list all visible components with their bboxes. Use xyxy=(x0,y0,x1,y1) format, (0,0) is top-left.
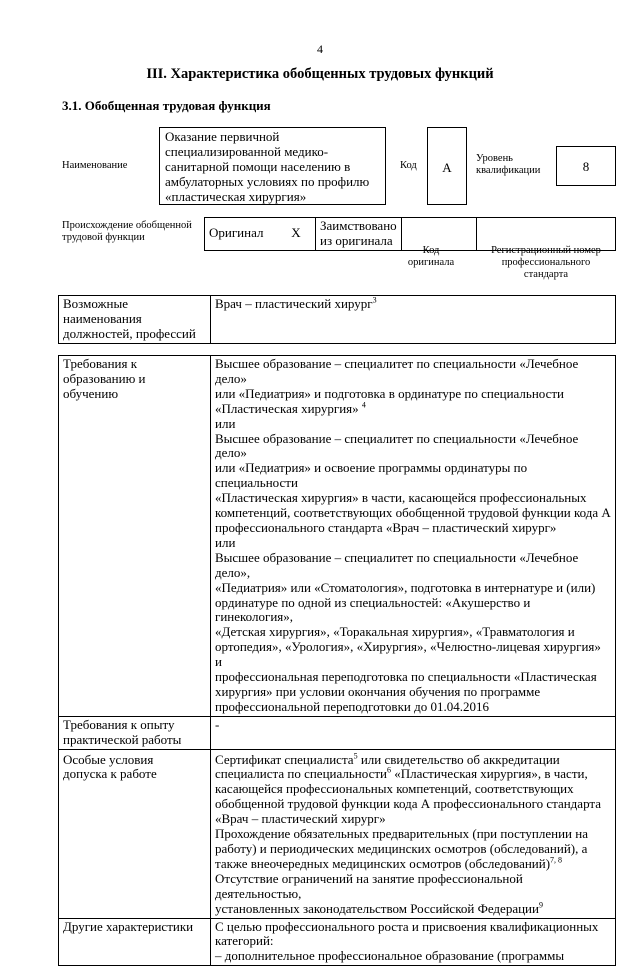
text-line-content: или «Педиатрия» и освоение программы ординатуры по специальности xyxy=(215,460,528,491)
text-line-content: «Педиатрия» или «Стоматология», подготовка в интернатуре и (или) xyxy=(215,579,596,595)
text-line-content: категорий: xyxy=(215,933,274,949)
text-line xyxy=(215,417,611,432)
registration-caption xyxy=(476,245,616,281)
text-line-content: или «Педиатрия» и подготовка в ординатуре по специальности xyxy=(215,385,565,401)
function-name-box xyxy=(159,127,386,205)
footnote-ref: 4 xyxy=(361,400,366,410)
education-label xyxy=(59,356,211,717)
text-line-content: ортопедия», «Урология», «Хирургия», «Челюстно-лицевая хирургия» и xyxy=(215,639,601,670)
text-line-content: касающейся профессиональных компетенций, соответствующих xyxy=(215,781,574,797)
function-name-line: амбулаторных условиях по профилю xyxy=(165,174,370,189)
code-caption xyxy=(398,245,464,269)
positions-value-text: Врач – пластический хирург xyxy=(215,296,373,311)
level-label-line: квалификации xyxy=(476,165,541,176)
experience-label-line: практической работы xyxy=(63,731,182,747)
special-conditions-label xyxy=(59,749,211,918)
original-label: Оригинал xyxy=(205,218,278,251)
special-conditions-label-line: допуска к работе xyxy=(63,766,157,782)
text-line xyxy=(215,812,611,827)
text-line xyxy=(215,402,611,417)
text-line-content: профессиональной переподготовки до 01.04.2016 xyxy=(215,698,489,714)
text-line-content: Высшее образование – специалитет по специальности «Лечебное дело» xyxy=(215,356,579,386)
text-line-content: «Врач – пластический хирург» xyxy=(215,811,386,827)
text-line xyxy=(215,506,611,521)
origin-label-line: трудовой функции xyxy=(62,232,145,243)
name-label: Наименование xyxy=(62,160,128,171)
text-line xyxy=(215,827,611,842)
text-line xyxy=(215,934,611,949)
code-caption-line: Код xyxy=(422,245,440,256)
education-label-line: образованию и xyxy=(63,370,146,386)
text-line xyxy=(215,857,611,872)
borrowed-label-line: из оригинала xyxy=(320,232,393,248)
education-label-line: Требования к xyxy=(63,356,138,371)
text-line xyxy=(215,432,611,462)
experience-value: - xyxy=(211,716,616,749)
text-line-content: профессионального стандарта «Врач – пластический хирург» xyxy=(215,519,557,535)
positions-label xyxy=(59,296,211,344)
text-line-content: «Пластическая хирургия» в части, касающейся профессиональных xyxy=(215,490,587,506)
text-line xyxy=(215,670,611,685)
footnote-ref: 9 xyxy=(538,900,543,910)
text-line-content: установленных законодательством Российской Федерации xyxy=(215,900,539,916)
text-line-content: работу) и периодических медицинских осмотров (обследований), а xyxy=(215,841,588,856)
text-line-content: или xyxy=(215,534,236,550)
special-conditions-label-line: Особые условия xyxy=(63,751,154,767)
footnote-ref: 3 xyxy=(372,295,377,305)
borrowed-label xyxy=(316,218,402,251)
level-label-line: Уровень xyxy=(476,153,513,164)
text-line-content: Отсутствие ограничений на занятие профессиональной деятельностью, xyxy=(215,870,523,901)
footnote-ref: 6 xyxy=(386,766,391,776)
experience-label xyxy=(59,716,211,749)
positions-table xyxy=(58,295,616,344)
text-line xyxy=(215,685,611,700)
original-mark: X xyxy=(277,218,316,251)
text-line-content: «Детская хирургия», «Торакальная хирургия», «Травматология и xyxy=(215,624,575,640)
text-line xyxy=(215,387,611,402)
text-line xyxy=(215,357,611,387)
text-line xyxy=(215,491,611,506)
text-line-content: ординатуре по одной из специальностей: «Акушерство и гинекология», xyxy=(215,594,531,625)
text-line xyxy=(215,596,611,626)
text-line xyxy=(215,461,611,491)
registration-caption-line: стандарта xyxy=(523,269,569,280)
text-line-content: компетенций, соответствующих обобщенной трудовой функции кода А xyxy=(215,505,611,521)
text-line-content: или свидетельство об аккредитации xyxy=(357,751,560,767)
section-subtitle: 3.1. Обобщенная трудовая функция xyxy=(62,98,271,113)
text-line xyxy=(215,521,611,536)
page-number: 4 xyxy=(317,42,323,56)
text-line xyxy=(215,581,611,596)
text-line xyxy=(215,782,611,797)
function-name-line: Оказание первичной xyxy=(165,129,280,144)
text-line-content: «Пластическая хирургия» xyxy=(215,400,362,416)
text-line-content: профессиональная переподготовка по специальности «Пластическая xyxy=(215,669,597,685)
code-label: Код xyxy=(400,160,417,171)
text-line-content: хирургия» при условии окончания обучения по программе xyxy=(215,683,541,699)
other-value xyxy=(211,918,616,966)
origin-label-line: Происхождение обобщенной xyxy=(62,220,192,231)
education-label-line: обучению xyxy=(63,385,119,401)
requirements-table xyxy=(58,355,616,966)
text-line-content: специалиста по специальности xyxy=(215,766,387,782)
text-line xyxy=(215,902,611,917)
origin-label xyxy=(62,220,192,244)
section-title: III. Характеристика обобщенных трудовых функций xyxy=(146,66,494,82)
registration-caption-line: профессионального xyxy=(501,257,591,268)
experience-label-line: Требования к опыту xyxy=(63,716,175,732)
text-line xyxy=(215,700,611,715)
text-line xyxy=(215,536,611,551)
function-name-line: «пластическая хирургия» xyxy=(165,189,307,204)
level-value: 8 xyxy=(556,146,616,186)
text-line xyxy=(215,920,611,935)
level-label xyxy=(476,153,540,177)
text-line-content: С целью профессионального роста и присвоения квалификационных xyxy=(215,918,599,934)
text-line-content: Сертификат специалиста xyxy=(215,751,354,767)
function-name-line: специализированной медико- xyxy=(165,144,329,159)
text-line-content: Прохождение обязательных предварительных (при поступлении на xyxy=(215,826,588,842)
text-line-content: «Пластическая хирургия», в части, xyxy=(390,766,588,782)
code-value: А xyxy=(427,127,467,205)
registration-caption-line: Регистрационный номер xyxy=(491,245,601,256)
text-line-content: Высшее образование – специалитет по специальности «Лечебное дело», xyxy=(215,549,579,580)
special-conditions-value xyxy=(211,749,616,918)
code-caption-line: оригинала xyxy=(407,257,455,268)
text-line xyxy=(215,640,611,670)
positions-label-line: наименования xyxy=(63,310,142,326)
text-line-content: – дополнительное профессиональное образование (программы xyxy=(215,948,565,964)
borrowed-label-line: Заимствовано xyxy=(320,218,397,233)
text-line-content: также внеочередных медицинских осмотров (обследований) xyxy=(215,855,551,871)
other-label: Другие характеристики xyxy=(59,918,211,966)
text-line xyxy=(215,797,611,812)
text-line xyxy=(215,949,611,964)
text-line xyxy=(215,767,611,782)
education-value xyxy=(211,356,616,717)
footnote-ref: 5 xyxy=(353,751,358,761)
text-line-content: обобщенной трудовой функции кода А профессионального стандарта xyxy=(215,796,602,812)
text-line xyxy=(215,551,611,581)
text-line-content: Высшее образование – специалитет по специальности «Лечебное дело» xyxy=(215,430,579,461)
text-line-content: или xyxy=(215,415,236,431)
function-name-line: санитарной помощи населению в xyxy=(165,159,351,174)
positions-label-line: Возможные xyxy=(63,296,128,311)
text-line xyxy=(215,625,611,640)
positions-value xyxy=(211,296,616,344)
positions-label-line: должностей, профессий xyxy=(63,325,196,341)
text-line xyxy=(215,872,611,902)
footnote-ref: 7, 8 xyxy=(550,855,563,865)
